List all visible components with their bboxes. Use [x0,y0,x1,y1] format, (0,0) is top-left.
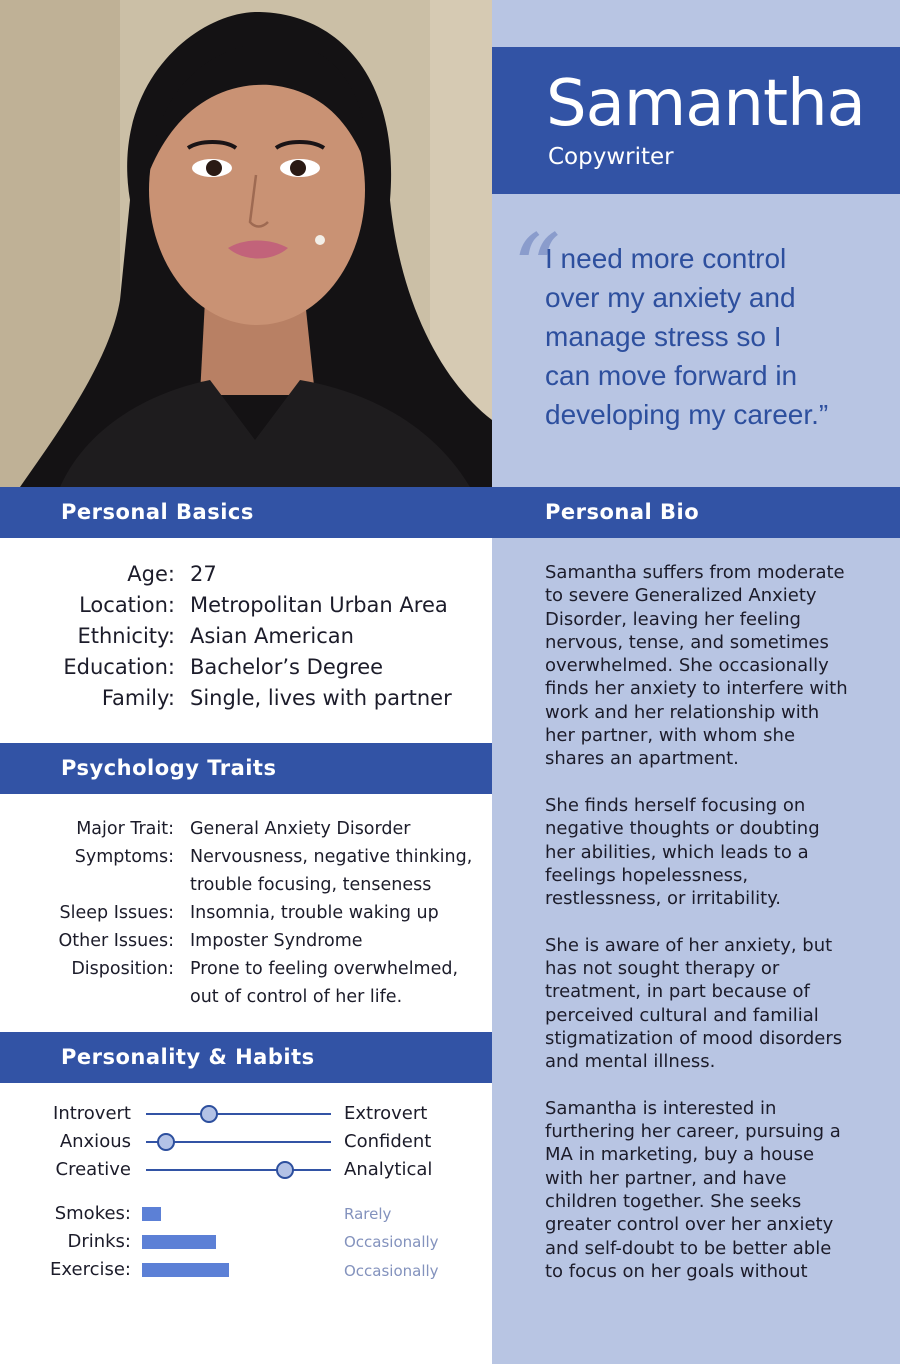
quote-line: I need more control [545,243,787,274]
psychology-label: Symptoms: [74,847,174,867]
slider-knob [276,1161,294,1179]
bio-line: finds her anxiety to interfere with [545,678,848,700]
bio-line: and self-doubt to be better able [545,1237,832,1259]
habit-frequency: Rarely [344,1205,392,1223]
bio-line: stigmatization of mood disorders [545,1027,843,1049]
basics-label: Location: [79,593,175,617]
habit-bar [142,1235,216,1249]
quote-line: over my anxiety and [545,282,796,313]
habit-frequency: Occasionally [344,1233,439,1251]
quote-line: manage stress so I [545,321,782,352]
slider-track [146,1113,331,1115]
psychology-value: trouble focusing, tenseness [190,875,432,895]
habit-bar [142,1207,161,1221]
basics-value: 27 [190,562,217,586]
habit-label: Drinks: [67,1231,131,1252]
persona-quote [545,239,885,434]
slider-knob [157,1133,175,1151]
bio-line: feelings hopelessness, [545,864,749,886]
bio-paragraph [545,794,865,910]
habit-frequency: Occasionally [344,1262,439,1280]
bio-line: has not sought therapy or [545,958,780,980]
basics-value: Bachelor’s Degree [190,655,384,679]
personal-bio-title: Personal Bio [545,500,700,524]
slider-left-label: Introvert [53,1103,131,1124]
bio-line: restlessness, or irritability. [545,888,782,910]
bio-paragraph [545,1097,865,1281]
slider-left-label: Creative [55,1159,131,1180]
basics-row [0,652,492,683]
persona-photo [0,0,492,487]
psychology-value: Nervousness, negative thinking, [190,847,473,867]
bio-line: She finds herself focusing on [545,794,806,816]
psychology-value: out of control of her life. [190,987,403,1007]
slider-right-label: Extrovert [344,1103,428,1124]
psychology-value: General Anxiety Disorder [190,819,411,839]
basics-label: Age: [127,562,175,586]
bio-line: work and her relationship with [545,701,820,723]
bio-line: shares an apartment. [545,748,739,770]
psychology-traits-title: Psychology Traits [61,756,277,780]
bio-line: Samantha suffers from moderate [545,562,845,583]
personality-habits-title: Personality & Habits [61,1045,315,1069]
slider-right-label: Confident [344,1131,432,1152]
bio-line: MA in marketing, buy a house [545,1144,815,1166]
basics-value: Single, lives with partner [190,686,452,710]
psychology-label: Major Trait: [76,819,174,839]
quote-line: developing my career.” [545,399,829,430]
persona-name: Samantha [546,67,865,141]
personal-basics-title: Personal Basics [61,500,254,524]
bio-line: to focus on her goals without [545,1260,808,1281]
bio-line: Disorder, leaving her feeling [545,608,801,630]
basics-label: Ethnicity: [77,624,175,648]
quote-line: can move forward in [545,360,798,391]
bio-line: perceived cultural and familial [545,1004,819,1026]
bio-line: overwhelmed. She occasionally [545,655,829,677]
personal-bio-text [545,561,865,1281]
basics-label: Family: [101,686,175,710]
psychology-label: Sleep Issues: [59,903,174,923]
basics-value: Metropolitan Urban Area [190,593,448,617]
bio-line: her abilities, which leads to a [545,841,809,863]
portrait-illustration [0,0,492,487]
psychology-value: Imposter Syndrome [190,931,363,951]
bio-line: She is aware of her anxiety, but [545,934,833,956]
bio-line: negative thoughts or doubting [545,818,820,840]
basics-value: Asian American [190,624,354,648]
psychology-label: Disposition: [71,959,174,979]
bio-line: her partner, with whom she [545,725,796,747]
quote-mark: “ [512,214,562,326]
habit-bar [142,1263,229,1277]
bio-line: with her partner, and have [545,1167,787,1189]
bio-line: and mental illness. [545,1051,716,1073]
slider-right-label: Analytical [344,1159,433,1180]
slider-track [146,1169,331,1171]
bio-line: children together. She seeks [545,1191,802,1213]
slider-left-label: Anxious [59,1131,131,1152]
bio-line: furthering her career, pursuing a [545,1121,841,1143]
psychology-value: Prone to feeling overwhelmed, [190,959,459,979]
habit-label: Exercise: [50,1259,131,1280]
habit-label: Smokes: [54,1203,131,1224]
bio-line: treatment, in part because of [545,981,810,1003]
bio-paragraph [545,934,865,1074]
persona-role: Copywriter [548,144,674,170]
psychology-label: Other Issues: [58,931,174,951]
bio-line: greater control over her anxiety [545,1214,834,1236]
bio-line: to severe Generalized Anxiety [545,585,817,607]
bio-paragraph [545,561,865,771]
basics-row [0,621,492,652]
slider-knob [200,1105,218,1123]
basics-row [0,683,492,714]
bio-line: Samantha is interested in [545,1097,777,1119]
basics-row [0,590,492,621]
psychology-value: Insomnia, trouble waking up [190,903,439,923]
basics-row [0,559,492,590]
basics-label: Education: [63,655,175,679]
bio-line: nervous, tense, and sometimes [545,631,829,653]
